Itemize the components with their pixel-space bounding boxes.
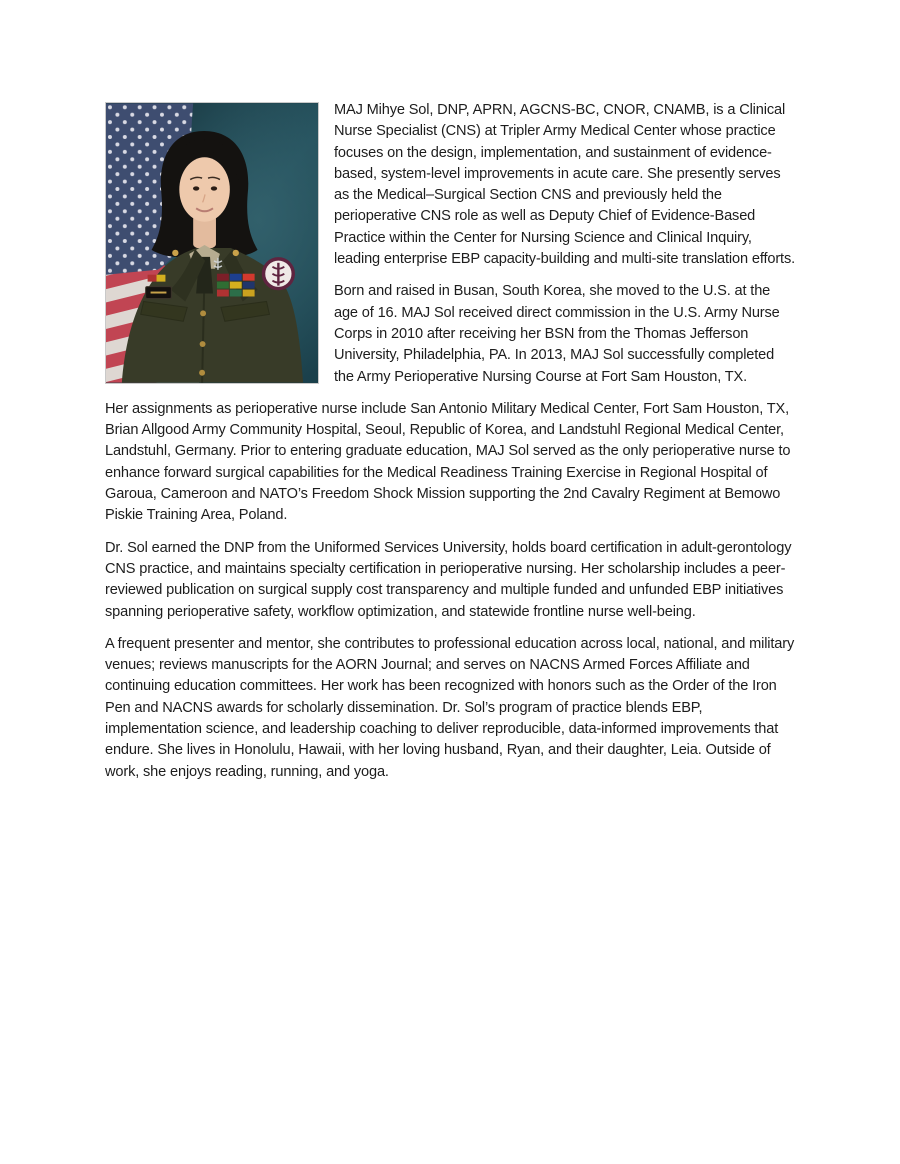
bio-paragraph-3: Her assignments as perioperative nurse include San Antonio Military Medical Center, Fort Sam Houston, TX, Brian Allgood Army Community Hospital, Seoul, Republic of Korea, and Landstuhl Regional Medical Center, Landstuhl, Germany. Prior to entering graduate education, MAJ Sol served as the only perioperative nurse to enhance forward surgical capabilities for the Medical Readiness Training Exercise in Regional Hospital of Garoua, Cameroon and NATO’s Freedom Shock Mission supporting the 2nd Cavalry Regiment at Bemowo Piskie Training Area, Poland.	[105, 400, 791, 524]
portrait-photo-art	[106, 103, 318, 383]
ribbon-rack	[217, 274, 255, 297]
bio-paragraph-4: Dr. Sol earned the DNP from the Uniformed Services University, holds board certification in adult-gerontology CNS practice, and maintains specialty certification in perioperative nursing. Her scholarship includes a peer-reviewed publication on surgical supply cost transparency and multiple funded and unfunded EBP initiatives spanning perioperative safety, workflow optimization, and statewide frontline nurse well-being.	[105, 539, 792, 620]
bio-paragraph-2: Born and raised in Busan, South Korea, she moved to the U.S. at the age of 16. MAJ Sol received direct commission in the U.S. Army Nurse Corps in 2010 after receiving her BSN from the Thomas Jefferson University, Philadelphia, PA. In 2013, MAJ Sol successfully completed the Army Perioperative Nursing Course at Fort Sam Houston, TX.	[334, 283, 780, 385]
uniform-button	[200, 310, 206, 316]
bio-paragraph-5: A frequent presenter and mentor, she contributes to professional education across local, national, and military venues; reviews manuscripts for the AORN Journal; and serves on NACNS Armed Forces Affiliate and continuing education committees. Her work has been recognized with honors such as the Order of the Iron Pen and NACNS awards for scholarly dissemination. Dr. Sol’s program of practice blends EBP, implementation science, and leadership coaching to deliver reproducible, data-informed improvements that endure. She lives in Honolulu, Hawaii, with her loving husband, Ryan, and their daughter, Leia. Outside of work, she enjoys reading, running, and yoga.	[105, 635, 795, 780]
rank-insignia	[172, 250, 178, 256]
uniform-button	[199, 370, 205, 376]
medcom-shoulder-patch	[264, 259, 294, 289]
unit-award-bar	[148, 275, 166, 282]
name-plate	[146, 287, 172, 299]
us-collar-insignia	[233, 250, 239, 256]
portrait-photo	[105, 102, 319, 384]
bio-paragraph-1: MAJ Mihye Sol, DNP, APRN, AGCNS-BC, CNOR, CNAMB, is a Clinical Nurse Specialist (CNS) at Tripler Army Medical Center whose practice focuses on the design, implementation, and sustainment of evidence-based, system-level improvements in acute care. She presently serves as the Medical–Surgical Section CNS and previously held the perioperative CNS role as well as Deputy Chief of Evidence-Based Practice within the Center for Nursing Science and Clinical Inquiry, leading enterprise EBP capacity-building and multi-site translation efforts.	[334, 102, 795, 268]
uniform-button	[200, 341, 206, 347]
page-content	[105, 100, 795, 783]
